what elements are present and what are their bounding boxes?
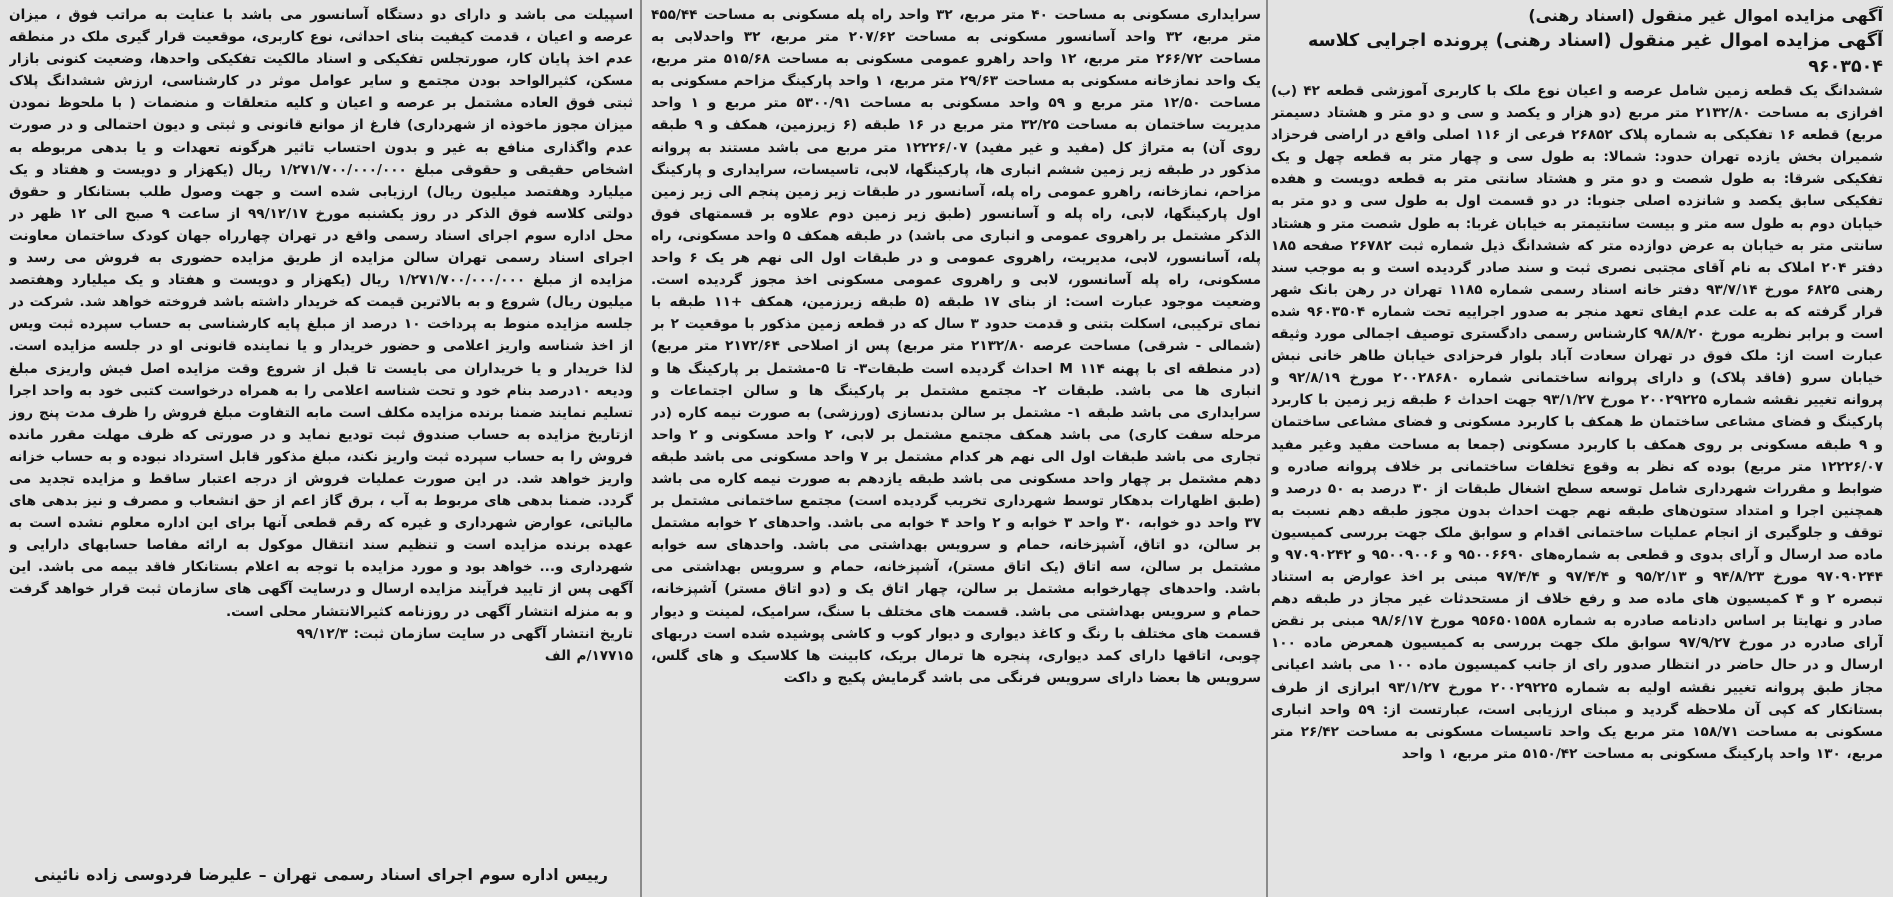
- body-text-middle: سرایداری مسکونی به مساحت ۴۰ متر مربع، ۳۲ واحد راه پله مسکونی به مساحت ۴۵۵/۴۴ متر مربع، ۳۲ واحد آسانسور مسکونی به مساحت ۲۰۷/۶۲ متر مربع، ۳۲ واحدلابی به مساحت ۲۶۶/۷۲ متر مربع، ۱۲ واحد راهرو عمومی مسکونی به مساحت ۵۱۵/۶۸ متر مربع، یک واحد نمازخانه مسکونی به مساحت ۲۹/۶۳ متر مربع، ۱ واحد پارکینگ مزاحم مسکونی به مساحت ۱۲/۵۰ متر مربع و ۵۹ واحد مسکونی به مساحت ۵۳۰۰/۹۱ متر مربع و ۱ واحد مدیریت ساختمان به مساحت ۳۲/۲۵ متر مربع در ۱۶ طبقه (۶ زیرزمین، همکف و ۹ طبقه روی آن) به متراژ کل (مفید و غیر مفید) ۱۲۲۲۶/۰۷ متر مربع می باشد مستند به پروانه مذکور در طبقه زیر زمین ششم انباری ها، پارکینگها، لابی، تاسیسات، سرایداری و پارکینگ مزاحم، نمازخانه، راهرو عمومی راه پله، آسانسور در طبقات زیر زمین پنجم الی زیر زمین اول پارکینگها، لابی، راه پله و آسانسور (طبق زیر زمین دوم علاوه بر قسمتهای فوق الذکر مشتمل بر راهروی عمومی و انباری می باشد) در طبقه همکف ۵ واحد مسکونی، راه پله، آسانسور، لابی، مدیریت، راهروی عمومی و در طبقات اول الی نهم هر یک ۶ واحد مسکونی، راه پله آسانسور، لابی و راهروی عمومی مسکونی اخذ مجوز گردیده است. وضعیت موجود عبارت است: از بنای ۱۷ طبقه (۵ طبقه زیرزمین، همکف +۱۱ طبقه با نمای ترکیبی، اسکلت بتنی و قدمت حدود ۳ سال که در قطعه زمین مذکور با موقعیت ۲ بر (شمالی - شرقی) مساحت عرصه ۲۱۳۲/۸۰ متر مربع) پس از اصلاحی ۲۱۷۲/۶۴ متر مربع) (در منطقه ای با پهنه M ۱۱۴ احداث گردیده است طبقات۳- تا ۵-مشتمل بر پارکینگ ها و انباری ها می باشد. طبقات ۲- مجتمع مشتمل بر پارکینگ ها و سالن اجتماعات و سرایداری می باشد طبقه ۱- مشتمل بر سالن بدنسازی (ورزشی) به صورت نیمه کاره (در مرحله سفت کاری) می باشد همکف مجتمع مشتمل بر لابی، ۲ واحد مسکونی و ۲ واحد تجاری می باشد طبقات اول الی نهم هر کدام مشتمل بر ۷ واحد مسکونی می باشد طبقه دهم مشتمل بر چهار واحد مسکونی می باشد طبقه یازدهم به صورت نیمه کاره می باشد (طبق اظهارات بدهکار توسط شهرداری تخریب گردیده است) مجتمع ساختمانی مشتمل بر ۳۷ واحد دو خوابه، ۳۰ واحد ۳ خوابه و ۲ واحد ۴ خوابه می باشد. واحدهای ۲ خوابه مشتمل بر سالن، دو اتاق، آشپزخانه، حمام و سرویس بهداشتی می باشد. واحدهای سه خوابه مشتمل بر سالن، سه اتاق (یک اتاق مستر)، آشپزخانه، حمام و سرویس بهداشتی می باشد. واحدهای چهارخوابه مشتمل بر سالن، چهار اتاق یک و (دو اتاق مستر) آشپزخانه، حمام و سرویس بهداشتی می باشد. قسمت های مختلف با سنگ، سرامیک، لمینت و دیوار قسمت های مختلف با رنگ و کاغذ دیواری و دیوار کوب و کاشی پوشیده شده است دربهای چوبی، اتاقها دارای کمد دیواری، پنجره ها ترمال بریک، کابینت ها کلاسیک و های گلس، سرویس ها بعضا دارای سرویس فرنگی می باشد گرمایش پکیج و داکت: [651, 7, 1261, 686]
- column-right: [1271, 4, 1883, 893]
- column-divider: [640, 0, 642, 897]
- column-middle: [651, 4, 1261, 893]
- body-text-left: اسپیلت می باشد و دارای دو دستگاه آسانسور می باشد با عنایت به مراتب فوق ، میزان عرصه و اعیان ، قدمت کیفیت بنای احداثی، نوع کاربری، موقعیت قرار گیری ملک در منطقه عدم اخذ پایان کار، صورتجلس تفکیکی و اسناد مالکیت تفکیکی واحدها، وضعیت کنونی بازار مسکن، کثیرالواحد بودن مجتمع و سایر عوامل موثر در کارشناسی، ارزش ششدانگ پلاک ثبتی فوق العاده مشتمل بر عرصه و اعیان و کلیه متعلقات و منضمات ( با ملحوظ نمودن میزان مجوز ماخوذه از شهرداری) فارغ از موانع قانونی و ثبتی و دیون احتمالی و در صورت عدم واگذاری منافع به غیر و بدون احتساب تاثیر هرگونه تعهدات و یا بدهی مربوطه به اشخاص حقیقی و حقوقی مبلغ ۱/۲۷۱/۷۰۰/۰۰۰/۰۰۰ ریال (یکهزار و دویست و هفتاد و یک میلیارد وهفتصد میلیون ریال) ارزیابی شده است و جهت وصول طلب بستانکار و حقوق دولتی کلاسه فوق الذکر در روز یکشنبه مورخ ۹۹/۱۲/۱۷ از ساعت ۹ صبح الی ۱۲ ظهر در محل اداره سوم اجرای اسناد رسمی واقع در تهران چهارراه جهان کودک ساختمان معاونت اجرای اسناد رسمی تهران سالن مزایده از طریق مزایده حضوری به فروش می رسد و مزایده از مبلغ ۱/۲۷۱/۷۰۰/۰۰۰/۰۰۰ ریال (یکهزار و دویست و هفتاد و یک میلیارد وهفتصد میلیون ریال) شروع و به بالاترین قیمت که خریدار داشته باشد فروخته خواهد شد. شرکت در جلسه مزایده منوط به پرداخت ۱۰ درصد از مبلغ پایه کارشناسی به حساب سپرده ثبت ویس از اخذ شناسه واریز اعلامی و حضور خریدار و یا نماینده قانونی او در جلسه مزایده است. لذا خریدار و یا خریداران می بایست تا قبل از شروع وقت مزایده اصل فیش واریزی مبلغ ودیعه ۱۰درصد بنام خود و تحت شناسه اعلامی را به همراه درخواست کتبی خود به واحد اجرا تسلیم نمایند ضمنا برنده مزایده مکلف است مابه التفاوت مبلغ فروش را ظرف مدت پنج روز ازتاریخ مزایده به حساب صندوق ثبت تودیع نماید و در صورتی که ظرف مهلت مقرر مانده فروش را به حساب سپرده ثبت واریز نکند، مبلغ مذکور قابل استرداد نبوده و به حساب خزانه واریز خواهد شد. در این صورت عملیات فروش از درجه اعتبار ساقط و مزایده تجدید می گردد. ضمنا بدهی های مربوط به آب ، برق گاز اعم از حق انشعاب و مصرف و نیز بدهی های مالیاتی، عوارض شهرداری و غیره که رقم قطعی آنها برای این اداره معلوم نشده است به عهده برنده مزایده است و تنظیم سند انتقال موکول به ارائه مفاصا حسابهای دارایی و شهرداری و... خواهد بود و مورد مزایده با توجه به اعلام بستانکار فاقد بیمه می باشد. این آگهی پس از تایید فرآیند مزایده ارسال و درسایت آگهی های سازمان ثبت قرار خواهد گرفت و به منزله انتشار آگهی در روزنامه کثیرالانتشار محلی است.: [9, 7, 633, 620]
- notice-subtitle: آگهی مزایده اموال غیر منقول (اسناد رهنی) پرونده اجرایی کلاسه ۹۶۰۳۵۰۴: [1307, 31, 1883, 77]
- body-text-right: ششدانگ یک قطعه زمین شامل عرصه و اعیان نوع ملک با کاربری آموزشی قطعه ۴۲ (ب) افرازی به مساحت ۲۱۳۲/۸۰ متر مربع (دو هزار و یکصد و سی و دو متر و هشتاد دسیمتر مربع) قطعه ۱۶ تفکیکی به شماره پلاک ۲۶۸۵۲ فرعی از ۱۱۶ اصلی واقع در اراضی فرحزاد شمیران بخش یازده تهران حدود: شمالا: به طول سی و چهار متر به قطعه چهل و یک تفکیکی شرقا: به طول شصت و دو متر و هشتاد سانتی متر به قطعه دویست و هفده تفکیکی سابق یکصد و شانزده اصلی جنوبا: در دو قسمت اول به طول سی و دو متر به خیابان دوم به طول سه متر و بیست سانتیمتر به خیابان غربا: به طول شصت متر و هشتاد سانتی متر به خیابان به عرض دوازده متر که ششدانگ ذیل شماره ثبت ۲۶۷۸۲ صفحه ۱۸۵ دفتر ۲۰۴ املاک به نام آقای مجتبی نصری ثبت و سند صادر گردیده است و به موجب سند رهنی ۶۸۲۵ مورخ ۹۳/۷/۱۴ دفتر خانه اسناد رسمی شماره ۱۱۸۵ تهران در رهن بانک شهر قرار گرفته که به علت عدم ایفای تعهد منجر به صدور اجراییه تحت شماره ۹۶۰۳۵۰۴ شده است و برابر نظریه مورخ ۹۸/۸/۲۰ کارشناس رسمی دادگستری توصیف اجمالی مورد وثیقه عبارت است از: ملک فوق در تهران سعادت آباد بلوار فرحزادی خیابان طاهر خانی نبش خیابان سرو (فاقد پلاک) و دارای پروانه ساختمانی شماره ۲۰۰۲۸۶۸۰ مورخ ۹۲/۸/۱۹ و پروانه تغییر نقشه شماره ۲۰۰۲۹۲۲۵ مورخ ۹۳/۱/۲۷ جهت احداث ۶ طبقه زیر زمین با کاربرد پارکینگ و فضای مشاعی ساختمان ط همکف با کاربرد مسکونی و فضای مشاعی ساختمان و ۹ طبقه مسکونی بر روی همکف با کاربرد مسکونی (جمعا به مساحت مفید وغیر مفید ۱۲۲۲۶/۰۷ متر مربع) بوده که نظر به وقوع تخلفات ساختمانی بر خلاف پروانه صادره و ضوابط و مقررات شهرداری شامل توسعه سطح اشغال طبقات از ۳۰ درصد به ۵۰ درصد و همچنین اجرا و امتداد ستون‌های طبقه نهم جهت احداث بدون مجوز طبقه دهم نسبت به توقف و جلوگیری از انجام عملیات ساختمانی اقدام و سوابق ملک جهت بررسی کمیسیون ماده صد ارسال و آرای بدوی و قطعی به شماره‌های ۹۵۰۰۶۶۹۰ و ۹۵۰۰۹۰۰۶ و ۹۷۰۹۰۲۴۲ و ۹۷۰۹۰۲۴۴ مورخ ۹۴/۸/۲۳ و ۹۵/۲/۱۳ و ۹۷/۴/۴ و ۹۷/۴/۴ مبنی بر اخذ عوارض به استناد تبصره ۲ و ۴ کمیسیون های ماده صد و رفع خلاف از مستحدثات غیر مجاز در طبقه دهم صادر و نهایتا بر اساس دادنامه صادره به شماره ۹۵۶۵۰۱۵۵۸ مورخ ۹۸/۶/۱۷ مبنی بر نقض آرای صادره در مورخ ۹۷/۹/۲۷ سوابق ملک جهت بررسی به کمیسیون همعرض ماده ۱۰۰ ارسال و در حال حاضر در انتظار صدور رای از جانب کمیسیون ماده ۱۰۰ می باشد اعیانی مجاز طبق پروانه تغییر نقشه اولیه به شماره ۲۰۰۲۹۲۲۵ مورخ ۹۳/۱/۲۷ ابرازی از طرف بستانکار که کپی آن ملاحظه گردید و مبنای ارزیابی است، عبارتست از: ۵۹ واحد انباری مسکونی به مساحت ۱۵۸/۷۱ متر مربع یک واحد تاسیسات مسکونی به مساحت ۲۶/۴۲ متر مربع، ۱۳۰ واحد پارکینگ مسکونی به مساحت ۵۱۵۰/۴۲ متر مربع، ۱ واحد: [1271, 83, 1883, 762]
- column-divider: [1266, 0, 1268, 897]
- reference-code: ۱۷۷۱۵/م الف: [544, 647, 633, 664]
- notice-title: آگهی مزایده اموال غیر منقول (اسناد رهنی): [1528, 6, 1883, 25]
- publish-date: تاریخ انتشار آگهی در سایت سازمان ثبت: ۹۹/۱۲/۳: [296, 625, 633, 642]
- signature-line: رییس اداره سوم اجرای اسناد رسمی تهران – علیرضا فردوسی زاده نائینی: [34, 866, 608, 884]
- column-left: [9, 4, 633, 893]
